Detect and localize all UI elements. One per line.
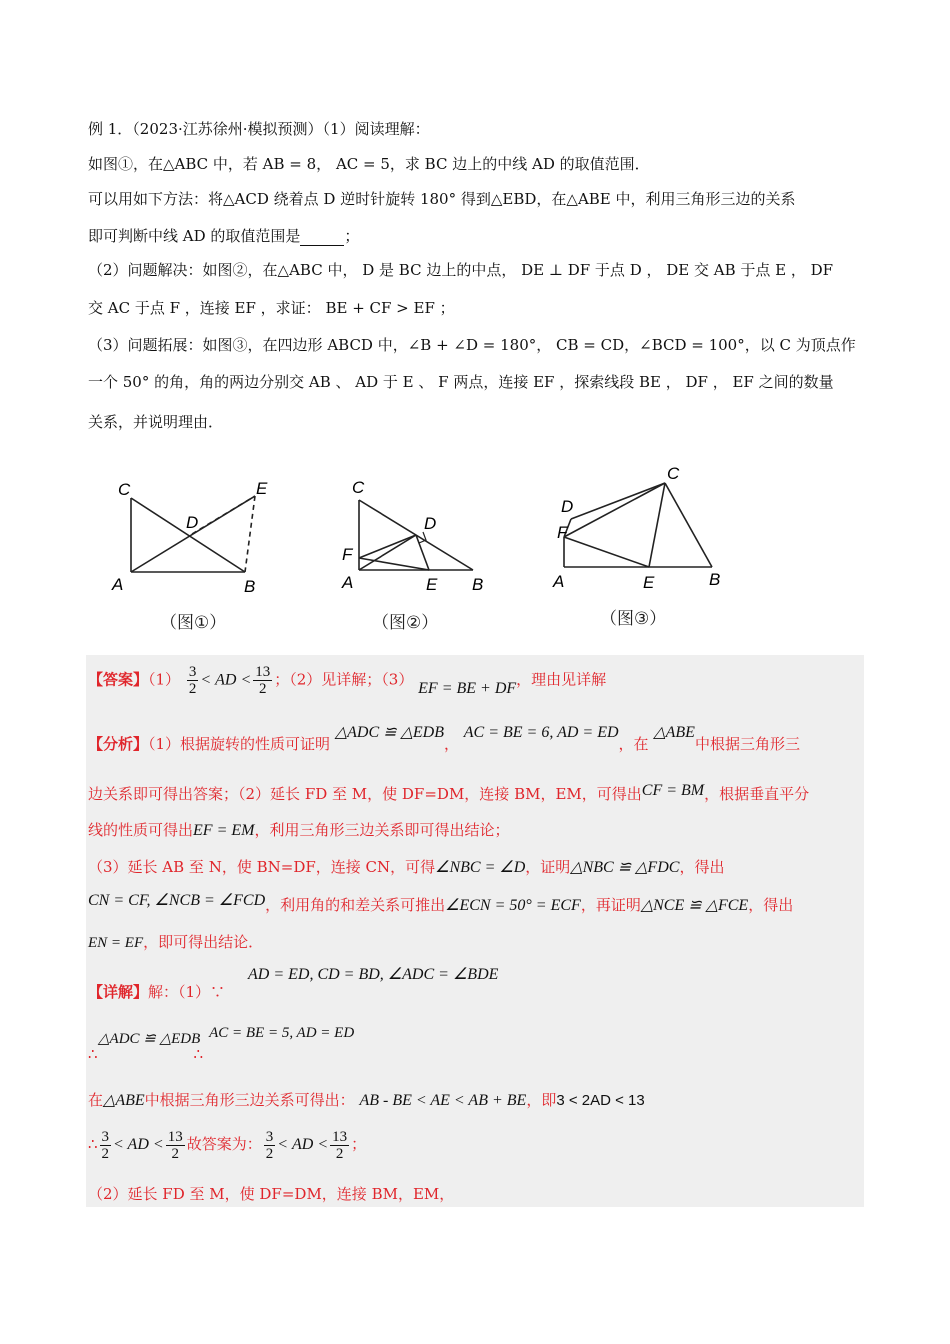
analysis-l1g: 中根据三角形三 [694, 735, 800, 753]
analysis-line-5 [88, 893, 793, 918]
detail-frac-upper-2 [330, 1129, 349, 1162]
detail-ineq-mid: < AD < [113, 1136, 164, 1153]
detail-l3e: ，即 [526, 1091, 557, 1109]
detail-l4c: ； [351, 1135, 367, 1153]
detail-l4a: ∴ [88, 1135, 98, 1153]
detail-l2c: ∴ [193, 1045, 204, 1063]
detail-l2a: ∴ [88, 1045, 98, 1063]
detail-frac-lower [100, 1129, 112, 1162]
fig1-label-d: D [186, 513, 199, 532]
analysis-l5d: ，再证明 [580, 896, 641, 914]
problem-line-1: 例 1．（2023·江苏徐州·模拟预测）（1）阅读理解： [88, 120, 430, 138]
analysis-l4a: （3）延长 AB 至 N，使 BN=DF，连接 CN，可得 [88, 858, 436, 876]
detail-l3b: △ABE [103, 1092, 145, 1109]
detail-l3c: 中根据三角形三边关系可得出： [144, 1091, 355, 1109]
analysis-tag: 【分析】 [88, 735, 149, 753]
analysis-l3a: 线的性质可得出 [88, 821, 194, 839]
detail-frac-upper-num: 13 [167, 1128, 183, 1145]
answer-blank [300, 229, 344, 246]
detail-l2b: △ADC ≌ △EDB [98, 1031, 201, 1047]
analysis-l2a: 边关系即可得出答案；（2）延长 FD 至 M，使 DF=DM，连接 BM，EM，可得出 [88, 785, 642, 803]
fig2-label-e: E [426, 575, 438, 594]
detail-l4b: 故答案为： [186, 1135, 262, 1153]
answer-frac-upper-den: 2 [259, 681, 267, 697]
fig1-caption: （图①） [160, 613, 227, 633]
analysis-l3b: EF = EM [193, 822, 255, 839]
detail-line-2-therefore [88, 1042, 203, 1066]
analysis-line-6 [88, 930, 263, 955]
answer-frac-lower-num: 3 [188, 664, 197, 680]
analysis-line-4 [88, 855, 724, 880]
answer-frac-lower [187, 664, 199, 697]
detail-frac-lower-den: 2 [101, 1145, 110, 1162]
answer-part1: （1） [148, 670, 181, 689]
detail-l3d: AB - BE < AE < AB + BE [359, 1092, 527, 1109]
fig3-label-c: C [667, 464, 680, 483]
detail-line-4 [88, 1126, 366, 1163]
analysis-l5e: △NCE ≌ △FCE [640, 897, 749, 914]
detail-line-1 [88, 980, 225, 1004]
answer-frac-upper [253, 664, 272, 697]
answer-eq3: EF = BE + DF [418, 679, 517, 697]
problem-line-5: （2）问题解决：如图②，在△ABC 中， D 是 BC 边上的中点， DE ⊥ DF 于点 D ， DE 交 AB 于点 E ， DF [88, 261, 834, 279]
analysis-l4d: △NBC ≌ △FDC [570, 859, 680, 876]
analysis-l1b: △ADC ≌ △EDB [334, 724, 444, 741]
detail-l3a: 在 [88, 1091, 104, 1109]
analysis-l1d: AC = BE = 6, AD = ED [463, 724, 619, 741]
problem-line-4-text: 即可判断中线 AD 的取值范围是 [88, 227, 301, 245]
fig3-label-e: E [643, 573, 655, 592]
answer-part2: ；（2）见详解；（3） [274, 670, 414, 689]
problem-line-7: （3）问题拓展：如图③，在四边形 ABCD 中，∠B + ∠D = 180°， CB = CD，∠BCD = 100°，以 C 为顶点作 [88, 336, 856, 354]
detail-frac-lower-num: 3 [101, 1128, 110, 1145]
fig2-label-f: F [342, 545, 353, 564]
analysis-line-1 [88, 724, 800, 757]
figure-3 [545, 455, 735, 595]
analysis-l6a: EN = EF [88, 935, 144, 951]
detail-line-5: （2）延长 FD 至 M，使 DF=DM，连接 BM，EM， [88, 1185, 455, 1203]
fig1-label-c: C [118, 480, 131, 499]
detail-tag: 【详解】 [88, 983, 149, 1001]
problem-line-8: 一个 50° 的角，角的两边分别交 AB 、 AD 于 E 、 F 两点，连接 EF ，探索线段 BE ， DF ， EF 之间的数量 [88, 373, 834, 391]
detail-frac-lower-2-num: 3 [265, 1128, 274, 1145]
fig1-label-a: A [112, 575, 124, 594]
answer-frac-upper-num: 13 [255, 664, 271, 680]
figure-1 [100, 470, 290, 600]
analysis-l5c: ∠ECN = 50° = ECF [445, 897, 581, 914]
analysis-l3c: ，利用三角形三边关系即可得出结论； [254, 821, 510, 839]
detail-frac-lower-2 [264, 1129, 276, 1162]
analysis-l4c: ，证明 [525, 858, 571, 876]
problem-line-6: 交 AC 于点 F ，连接 EF ，求证： BE + CF > EF ； [88, 299, 455, 317]
detail-l1a: 解：（1）∵ [148, 983, 226, 1001]
detail-l1eq: AD = ED, CD = BD, ∠ADC = ∠BDE [248, 966, 499, 983]
fig3-label-a: A [553, 572, 565, 591]
analysis-l1f: △ABE [653, 724, 695, 741]
fig2-caption: （图②） [372, 613, 439, 633]
detail-l2d: AC = BE = 5, AD = ED [209, 1025, 355, 1041]
detail-l3f: 3 < 2AD < 13 [556, 1092, 645, 1109]
analysis-l1a: （1）根据旋转的性质可证明 [148, 735, 331, 753]
detail-line-3 [88, 1088, 645, 1113]
fig3-caption: （图③） [600, 609, 667, 629]
analysis-l6b: ，即可得出结论． [143, 933, 264, 951]
fig2-label-c: C [352, 478, 365, 497]
detail-frac-upper [166, 1129, 185, 1162]
detail-frac-upper-den: 2 [171, 1145, 179, 1162]
answer-tag: 【答案】 [88, 670, 149, 689]
fig3-label-b: B [709, 570, 721, 589]
answer-line [88, 664, 606, 697]
problem-line-4-end: ； [344, 227, 360, 245]
analysis-line-2 [88, 782, 809, 807]
figure-2 [330, 470, 500, 600]
analysis-l5f: ，得出 [748, 896, 794, 914]
answer-frac-lower-den: 2 [188, 681, 197, 697]
analysis-l5a: CN = CF, ∠NCB = ∠FCD [88, 892, 266, 909]
analysis-l1c: ， [443, 735, 459, 753]
detail-ineq-mid-2: < AD < [277, 1136, 329, 1153]
analysis-l2c: ，根据垂直平分 [704, 785, 810, 803]
answer-part3: ，理由见详解 [516, 670, 607, 689]
detail-eq-given [248, 962, 498, 987]
problem-line-4 [88, 224, 359, 248]
analysis-l4b: ∠NBC = ∠D [435, 859, 526, 876]
analysis-line-3 [88, 818, 509, 843]
analysis-l1e: ，在 [618, 735, 649, 753]
analysis-l5b: ，利用角的和差关系可推出 [265, 896, 446, 914]
fig1-label-e: E [256, 479, 268, 498]
answer-ineq-mid: < AD < [200, 671, 252, 689]
analysis-l4e: ，得出 [679, 858, 725, 876]
fig2-label-d: D [424, 514, 437, 533]
fig3-label-d: D [561, 497, 574, 516]
fig2-label-b: B [472, 575, 484, 594]
fig1-label-b: B [244, 577, 256, 596]
analysis-l2b: CF = BM [641, 782, 705, 799]
detail-frac-upper-2-den: 2 [335, 1145, 344, 1162]
fig2-label-a: A [342, 573, 354, 592]
problem-line-9: 关系，并说明理由． [88, 413, 224, 431]
fig3-label-f: F [557, 523, 568, 542]
problem-line-3: 可以用如下方法：将△ACD 绕着点 D 逆时针旋转 180° 得到△EBD，在△ABE 中，利用三角形三边的关系 [88, 190, 796, 208]
problem-line-2: 如图①，在△ABC 中，若 AB = 8， AC = 5，求 BC 边上的中线 AD 的取值范围． [88, 155, 650, 173]
detail-frac-upper-2-num: 13 [332, 1128, 348, 1145]
detail-frac-lower-2-den: 2 [265, 1145, 274, 1162]
